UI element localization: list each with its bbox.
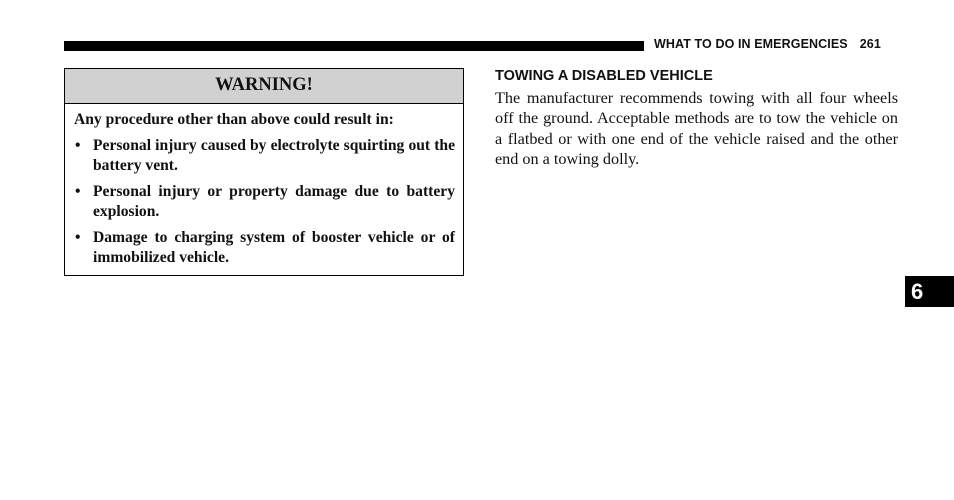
warning-item-text: Damage to charging system of booster vehicle or of immobilized vehicle. xyxy=(93,229,455,266)
bullet-icon: • xyxy=(75,229,81,246)
warning-box xyxy=(64,68,464,276)
warning-item-text: Personal injury or property damage due to battery explosion. xyxy=(93,183,455,220)
warning-body xyxy=(65,104,463,268)
bullet-icon: • xyxy=(75,183,81,200)
warning-item-text: Personal injury caused by electrolyte squirting out the battery vent. xyxy=(93,137,455,174)
section-title: WHAT TO DO IN EMERGENCIES xyxy=(654,37,848,51)
chapter-tab xyxy=(905,276,954,307)
warning-item xyxy=(74,182,455,222)
warning-item xyxy=(74,228,455,268)
warning-intro: Any procedure other than above could result in: xyxy=(74,111,394,128)
header-rule xyxy=(64,41,644,51)
section-body: The manufacturer recommends towing with all four wheels off the ground. Acceptable methods are to tow the vehicle on a flatbed or with one end of the vehicle raised and the other end on a towing dolly. xyxy=(495,89,898,168)
section-heading: TOWING A DISABLED VEHICLE xyxy=(495,68,713,84)
warning-title: WARNING! xyxy=(65,69,463,104)
warning-item xyxy=(74,136,455,176)
running-head xyxy=(654,37,881,51)
bullet-icon: • xyxy=(75,137,81,154)
warning-list xyxy=(74,136,455,268)
chapter-number: 6 xyxy=(911,279,924,304)
page-number: 261 xyxy=(859,37,881,51)
